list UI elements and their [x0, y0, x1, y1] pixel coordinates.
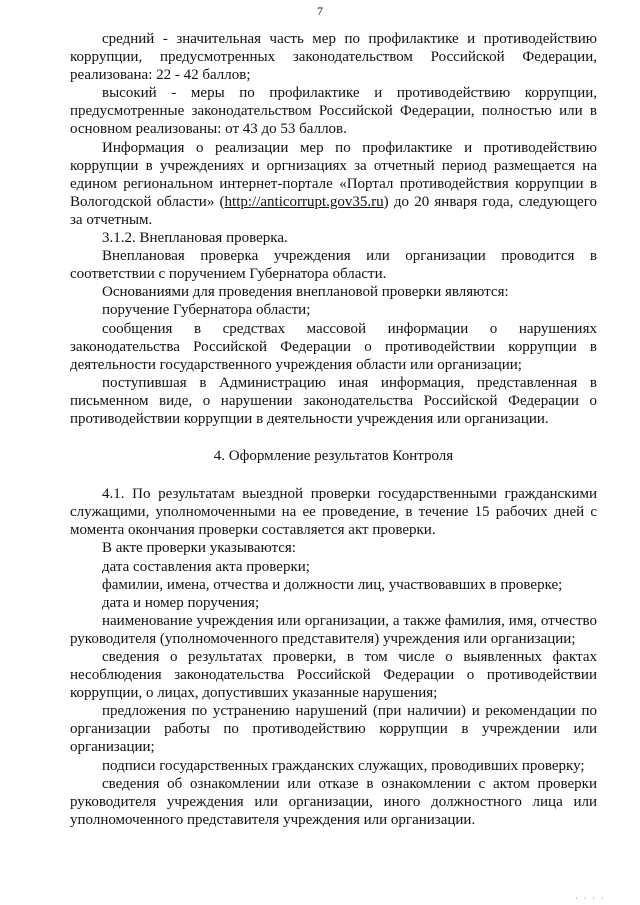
paragraph-act-signatures: подписи государственных гражданских служащих, проводивших проверку;: [102, 757, 585, 774]
portal-text-before: Информация о реализации мер по профилактике и противодействию коррупции в учреждениях и оргнизациях за отчетный период размещается на едином региональном интернет-портале «Портал противодействия коррупции в Вологодской области» (: [70, 139, 597, 210]
scan-mark: · · · ·: [575, 894, 606, 903]
paragraph-act-acknowledgement: сведения об ознакомлении или отказе в ознакомлении с актом проверки руководителя учреждения или организации, иного должностного лица или уполномоченного представителя учреждения или организации.: [70, 775, 597, 828]
paragraph-portal-info: [70, 139, 597, 229]
paragraph-level-high: высокий - меры по профилактике и противодействию коррупции, предусмотренные законодательством Российской Федерации, полностью или в основном реализованы: от 43 до 53 баллов.: [70, 85, 597, 138]
paragraph-unplanned-desc: Внеплановая проверка учреждения или организации проводится в соответствии с поручением Губернатора области.: [70, 248, 597, 283]
paragraph-4-1: 4.1. По результатам выездной проверки государственными гражданскими служащими, уполномоченными на ее проведение, в течение 15 рабочих дней с момента окончания проверки составляется акт проверки.: [70, 486, 597, 539]
paragraph-act-date: дата составления акта проверки;: [102, 558, 310, 575]
paragraph-act-persons: фамилии, имена, отчества и должности лиц, участвовавших в проверке;: [102, 576, 563, 593]
document-body: [70, 30, 597, 829]
paragraph-unplanned-title: 3.1.2. Внеплановая проверка.: [102, 230, 288, 247]
paragraph-ground-media: сообщения в средствах массовой информации о нарушениях законодательства Российской Федерации о противодействии коррупции в деятельности государственного учреждения области или организации;: [70, 320, 597, 373]
paragraph-grounds-intro: Основаниями для проведения внеплановой проверки являются:: [102, 284, 509, 301]
page-number: 7: [317, 4, 323, 18]
section-heading: 4. Оформление результатов Контроля: [213, 448, 454, 465]
paragraph-act-contents: В акте проверки указываются:: [102, 540, 296, 557]
paragraph-ground-other: поступившая в Администрацию иная информация, представленная в письменном виде, о нарушении законодательства Российской Федерации о противодействии коррупции в деятельности учреждения или организации.: [70, 374, 597, 427]
paragraph-act-org: наименование учреждения или организации, а также фамилия, имя, отчество руководителя (уполномоченного представителя) учреждения или организации;: [70, 612, 597, 647]
portal-text-after: ) до 20 января года, следующего за отчетным.: [70, 193, 597, 228]
paragraph-ground-governor: поручение Губернатора области;: [102, 302, 311, 319]
paragraph-act-proposals: предложения по устранению нарушений (при наличии) и рекомендации по организации работы по противодействию коррупции в учреждении или организации;: [70, 703, 597, 756]
paragraph-level-medium: средний - значительная часть мер по профилактике и противодействию коррупции, предусмотренных законодательством Российской Федерации, реализована: 22 - 42 баллов;: [70, 31, 597, 84]
paragraph-act-order: дата и номер поручения;: [102, 594, 260, 611]
paragraph-act-results: сведения о результатах проверки, в том числе о выявленных фактах несоблюдения законодательства Российской Федерации о противодействии коррупции, о лицах, допустивших указанные нарушения;: [70, 649, 597, 702]
portal-link[interactable]: http://anticorrupt.gov35.ru: [224, 193, 384, 210]
